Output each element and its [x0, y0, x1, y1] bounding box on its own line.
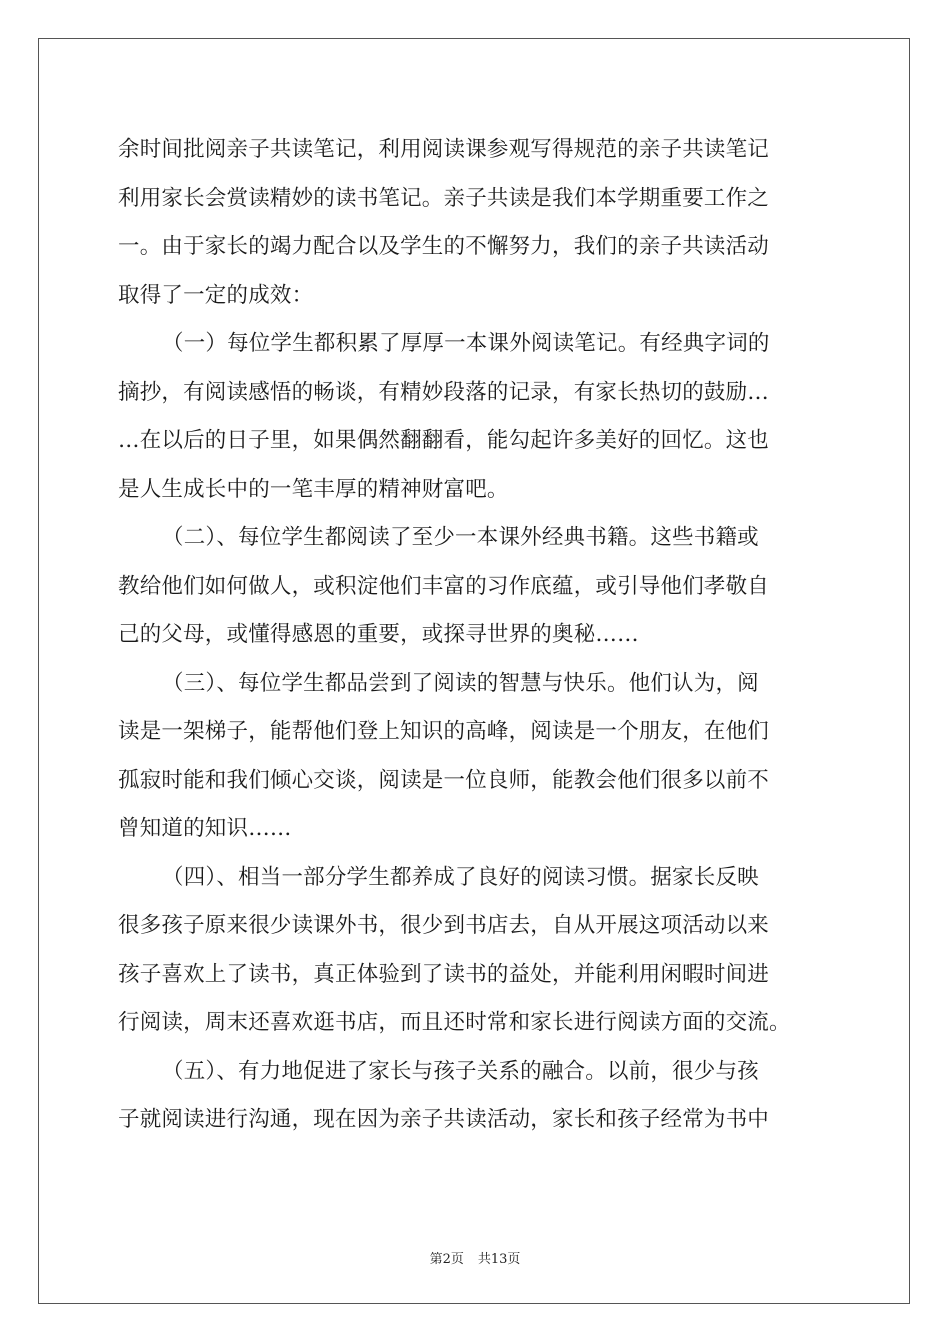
text-line: 很多孩子原来很少读课外书，很少到书店去，自从开展这项活动以来	[118, 913, 770, 938]
document-body	[118, 126, 840, 1145]
text-line: 孩子喜欢上了读书，真正体验到了读书的益处，并能利用闲暇时间进	[118, 961, 770, 987]
text-line: （四）、相当一部分学生都养成了良好的阅读习惯。据家长反映	[162, 864, 759, 890]
text-line: 己的父母，或懂得感恩的重要，或探寻世界的奥秘……	[118, 622, 639, 647]
text-line: （五）、有力地促进了家长与孩子关系的融合。以前，很少与孩	[162, 1058, 759, 1084]
text-line: 是人生成长中的一笔丰厚的精神财富吧。	[118, 476, 509, 502]
text-line: （三）、每位学生都品尝到了阅读的智慧与快乐。他们认为，阅	[162, 670, 759, 696]
text-line: …在以后的日子里，如果偶然翻翻看，能勾起许多美好的回忆。这也	[118, 428, 770, 453]
text-line: 取得了一定的成效：	[118, 282, 314, 308]
text-line: 利用家长会赏读精妙的读书笔记。亲子共读是我们本学期重要工作之	[118, 185, 770, 211]
total-page-count: 共13页	[477, 1252, 521, 1267]
text-line: 孤寂时能和我们倾心交谈，阅读是一位良师，能教会他们很多以前不	[118, 767, 770, 793]
text-line: 行阅读，周末还喜欢逛书店，而且还时常和家长进行阅读方面的交流。	[118, 1010, 791, 1035]
text-line: 摘抄，有阅读感悟的畅谈，有精妙段落的记录，有家长热切的鼓励…	[118, 379, 770, 405]
text-line: （二）、每位学生都阅读了至少一本课外经典书籍。这些书籍或	[162, 525, 759, 550]
text-line: 余时间批阅亲子共读笔记，利用阅读课参观写得规范的亲子共读笔记	[118, 137, 770, 162]
text-line: 一。由于家长的竭力配合以及学生的不懈努力，我们的亲子共读活动	[118, 234, 770, 259]
text-line: （一）每位学生都积累了厚厚一本课外阅读笔记。有经典字词的	[162, 331, 770, 356]
current-page-number: 第2页	[429, 1252, 464, 1267]
text-line: 子就阅读进行沟通，现在因为亲子共读活动，家长和孩子经常为书中	[118, 1107, 770, 1132]
text-line: 读是一架梯子，能帮他们登上知识的高峰，阅读是一个朋友，在他们	[118, 719, 770, 744]
text-line: 曾知道的知识……	[118, 816, 292, 841]
text-line: 教给他们如何做人，或积淀他们丰富的习作底蕴，或引导他们孝敬自	[118, 573, 770, 599]
page-footer	[0, 1248, 950, 1267]
